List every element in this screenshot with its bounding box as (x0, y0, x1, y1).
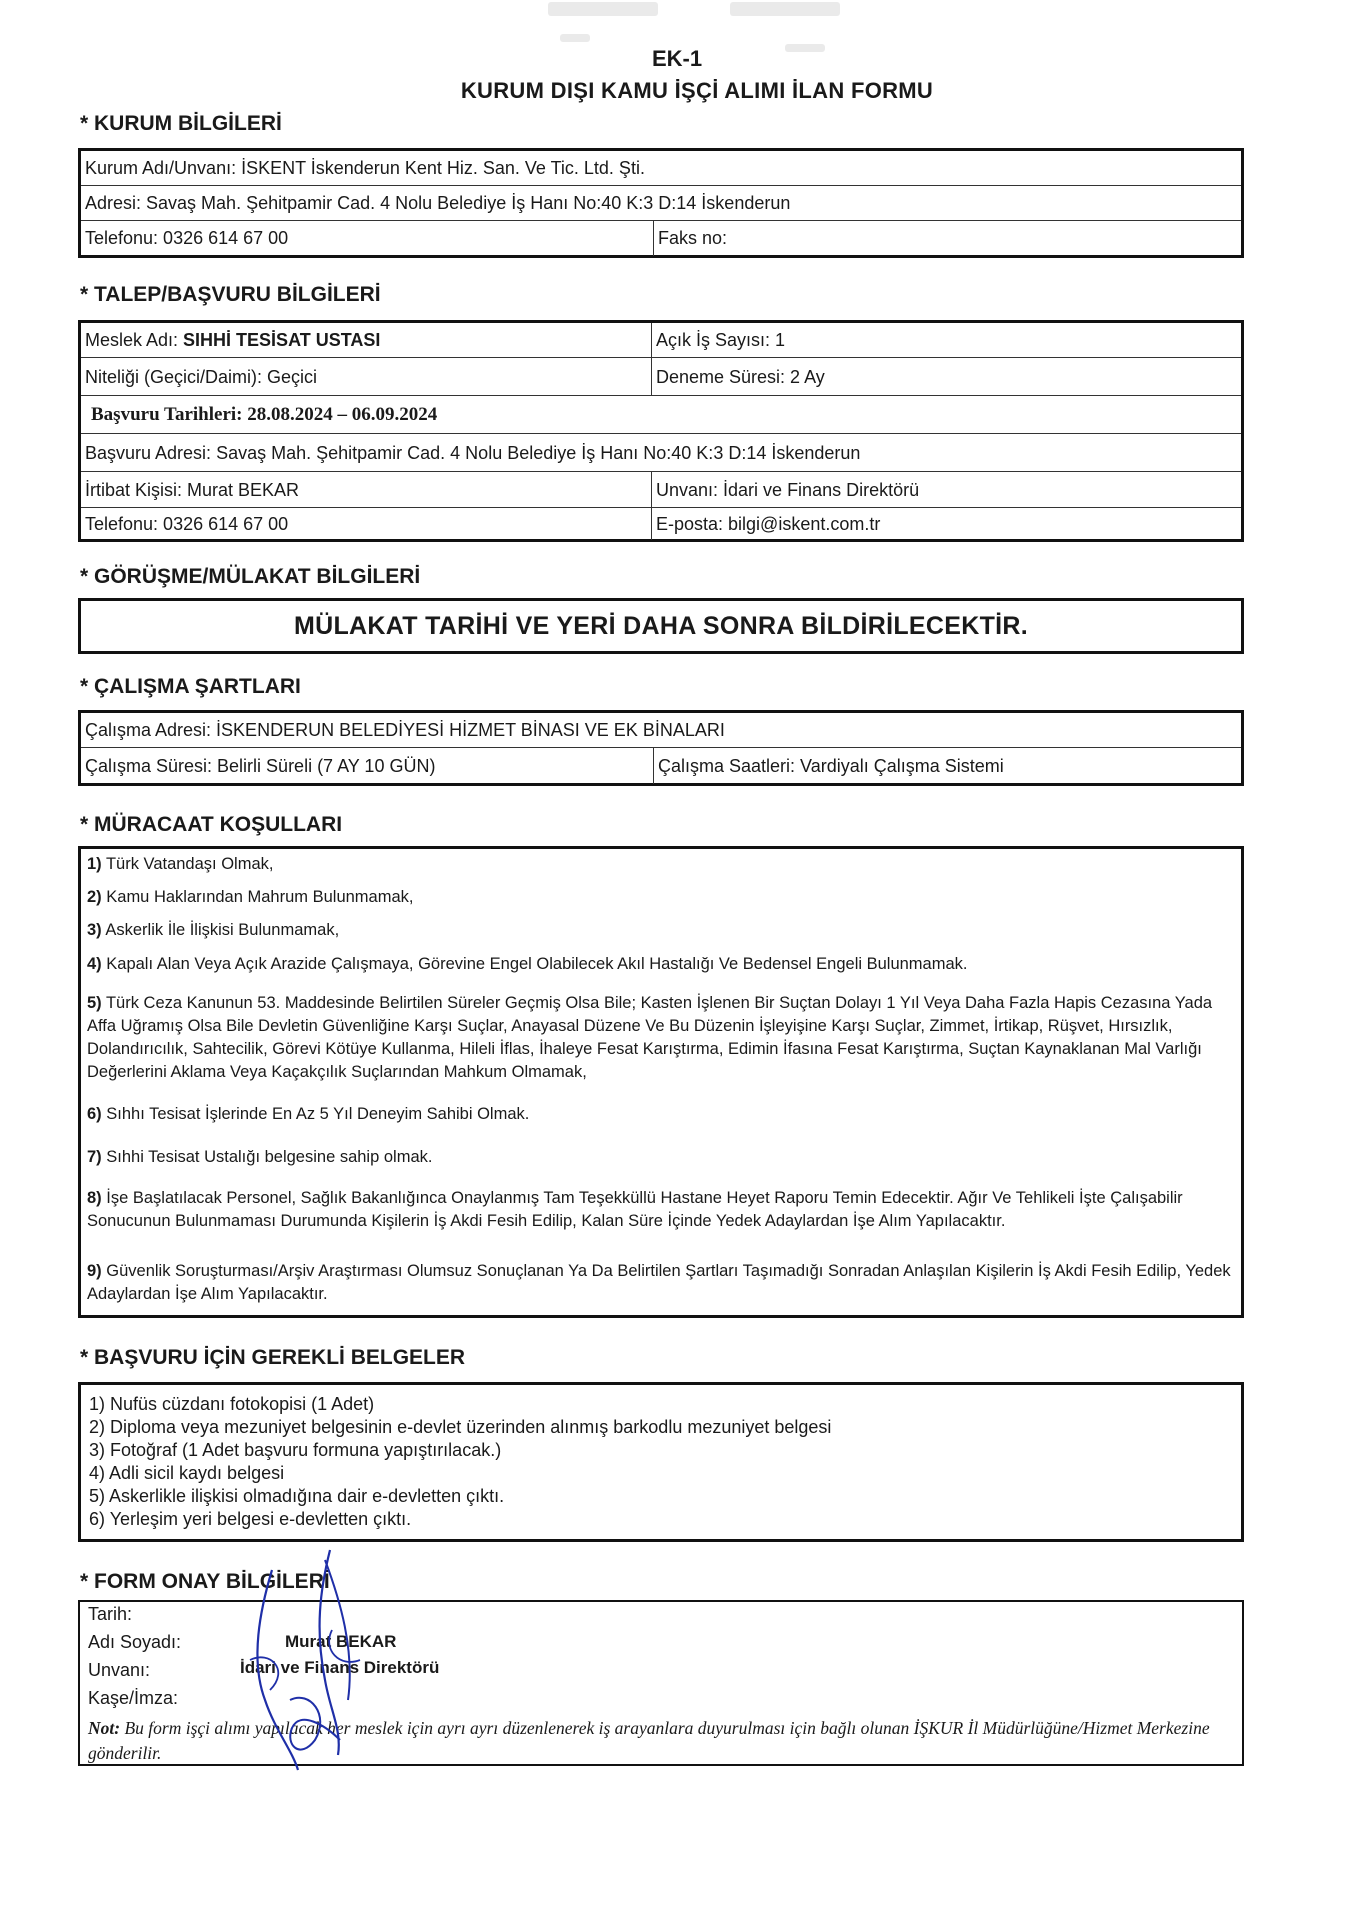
scan-artifact (548, 2, 658, 16)
requirement-number: 7) (87, 1148, 102, 1166)
occupation (81, 323, 651, 357)
requirement-number: 6) (87, 1105, 102, 1123)
section-title-requirements: * MÜRACAAT KOŞULLARI (80, 813, 343, 836)
document-text: Yerleşim yeri belgesi e-devletten çıktı. (105, 1509, 412, 1529)
document-item (89, 1393, 374, 1416)
document-text: Nufüs cüzdanı fotokopisi (1 Adet) (105, 1394, 375, 1414)
documents-box (78, 1382, 1244, 1542)
requirement-number: 5) (87, 994, 102, 1012)
institution-address: Adresi: Savaş Mah. Şehitpamir Cad. 4 Nolu Belediye İş Hanı No:40 K:3 D:14 İskenderun (85, 193, 791, 213)
requirement-text: Kapalı Alan Veya Açık Arazide Çalışmaya, Görevine Engel Olabilecek Akıl Hastalığı Ve Bedensel Engeli Bulunmamak. (101, 955, 968, 973)
requirement-number: 4) (87, 955, 102, 973)
requirement-item (87, 853, 1235, 876)
document-number: 3) (89, 1440, 106, 1460)
requirement-number: 8) (87, 1189, 102, 1207)
requirement-number: 3) (87, 921, 102, 939)
requirement-number: 9) (87, 1262, 102, 1280)
application-box (78, 320, 1244, 542)
requirement-item (87, 1260, 1235, 1306)
approval-title-value: İdari ve Finans Direktörü (240, 1658, 440, 1677)
document-number: 5) (89, 1486, 106, 1506)
document-item (89, 1462, 284, 1485)
working-hours: Çalışma Saatleri: Vardiyalı Çalışma Sistemi (653, 748, 1241, 784)
requirement-item (87, 886, 1235, 909)
scan-artifact (560, 34, 590, 42)
document-item (89, 1485, 504, 1508)
section-title-application: * TALEP/BAŞVURU BİLGİLERİ (80, 283, 381, 306)
requirement-text: İşe Başlatılacak Personel, Sağlık Bakanlığınca Onaylanmış Tam Teşekküllü Hastane Heyet Raporu Temin Edecektir. Ağır Ve Tehlikeli İşte Çalışabilir Sonucunun Bulunmaması Durumunda Kişilerin İş Akdi Fesih Edilip, Kalan Süre İçinde Yedek Adaylardan İşe Alım Yapılacaktır. (87, 1189, 1183, 1230)
institution-phone: Telefonu: 0326 614 67 00 (85, 228, 289, 248)
section-title-documents: * BAŞVURU İÇİN GEREKLİ BELGELER (80, 1346, 466, 1369)
requirement-text: Kamu Haklarından Mahrum Bulunmamak, (101, 888, 414, 906)
institution-box (78, 148, 1244, 258)
document-number: 1) (89, 1394, 106, 1414)
working-address: Çalışma Adresi: İSKENDERUN BELEDİYESİ HİZMET BİNASI VE EK BİNALARI (85, 719, 725, 740)
requirement-text: Güvenlik Soruşturması/Arşiv Araştırması Olumsuz Sonuçlanan Ya Da Belirtilen Şartları Taşımadığı Sonradan Anlaşılan Kişilerin İş Akdi Fesih Edilip, Yedek Adaylardan İşe Alım Yapılacaktır. (87, 1262, 1231, 1303)
approval-title-label: Unvanı: (88, 1660, 151, 1680)
section-title-institution: * KURUM BİLGİLERİ (80, 112, 282, 135)
requirement-number: 1) (87, 855, 102, 873)
occupation-value: SIHHİ TESİSAT USTASI (183, 329, 381, 350)
requirement-item (87, 1146, 1235, 1169)
contact-phone: Telefonu: 0326 614 67 00 (85, 513, 289, 534)
working-conditions-box (78, 710, 1244, 786)
requirement-text: Türk Vatandaşı Olmak, (101, 855, 274, 873)
approval-name-value: Murat BEKAR (285, 1632, 397, 1651)
trial-period: Deneme Süresi: 2 Ay (651, 358, 1241, 396)
requirement-text: Sıhhi Tesisat Ustalığı belgesine sahip olmak. (101, 1148, 433, 1166)
document-text: Fotoğraf (1 Adet başvuru formuna yapıştırılacak.) (105, 1440, 502, 1460)
institution-fax: Faks no: (653, 221, 1241, 256)
application-dates: Başvuru Tarihleri: 28.08.2024 – 06.09.2024 (91, 404, 438, 425)
section-title-working-conditions: * ÇALIŞMA ŞARTLARI (80, 675, 301, 698)
approval-name-label: Adı Soyadı: (88, 1632, 182, 1652)
institution-name: Kurum Adı/Unvanı: İSKENT İskenderun Kent Hiz. San. Ve Tic. Ltd. Şti. (85, 157, 645, 178)
requirement-item (87, 1187, 1235, 1233)
position-nature: Niteliği (Geçici/Daimi): Geçici (85, 366, 318, 387)
document-number: 2) (89, 1417, 106, 1437)
interview-text: MÜLAKAT TARİHİ VE YERİ DAHA SONRA BİLDİRİLECEKTİR. (294, 611, 1028, 640)
document-number: 4) (89, 1463, 106, 1483)
contact-person: İrtibat Kişisi: Murat BEKAR (85, 479, 300, 500)
requirement-text: Türk Ceza Kanunun 53. Maddesinde Belirtilen Süreler Geçmiş Olsa Bile; Kasten İşlenen Bir Suçtan Dolayı 1 Yıl Veya Daha Fazla Hapis Cezasına Yada Affa Uğramış Olsa Bile Devletin Güvenliğine Karşı Suçlar, Anayasal Düzene Ve Bu Düzenin İşleyişine Karşı Suçlar, Zimmet, İrtikap, Rüşvet, Hırsızlık, Dolandırıcılık, Sahtecilik, Görevi Kötüye Kullanma, Hileli İflas, İhaleye Fesat Karıştırma, Edimin İfasına Fesat Karıştırma, Suçtan Kaynaklanan Mal Varlığı Değerlerini Aklama Veya Kaçakçılık Suçlarından Mahkum Olmamak, (87, 994, 1213, 1081)
requirements-box (78, 846, 1244, 1318)
requirement-item (87, 919, 1235, 942)
requirement-item (87, 953, 1235, 976)
form-title: KURUM DIŞI KAMU İŞÇİ ALIMI İLAN FORMU (460, 78, 934, 103)
application-address: Başvuru Adresi: Savaş Mah. Şehitpamir Cad. 4 Nolu Belediye İş Hanı No:40 K:3 D:14 İskenderun (85, 442, 861, 463)
section-title-approval: * FORM ONAY BİLGİLERİ (80, 1570, 330, 1593)
signature-drawing (230, 1540, 390, 1780)
requirement-item (87, 992, 1235, 1084)
requirement-number: 2) (87, 888, 102, 906)
document-item (89, 1439, 501, 1462)
document-text: Askerlikle ilişkisi olmadığına dair e-devletten çıktı. (105, 1486, 505, 1506)
working-duration: Çalışma Süresi: Belirli Süreli (7 AY 10 GÜN) (85, 755, 436, 776)
interview-box (78, 598, 1244, 654)
requirement-text: Sıhhı Tesisat İşlerinde En Az 5 Yıl Deneyim Sahibi Olmak. (101, 1105, 530, 1123)
open-positions: Açık İş Sayısı: 1 (651, 323, 1241, 357)
scan-artifact (730, 2, 840, 16)
contact-email: E-posta: bilgi@iskent.com.tr (651, 508, 1241, 540)
section-title-interview: * GÖRÜŞME/MÜLAKAT BİLGİLERİ (80, 565, 421, 588)
requirement-text: Askerlik İle İlişkisi Bulunmamak, (101, 921, 340, 939)
occupation-label: Meslek Adı: (85, 329, 184, 350)
approval-note-label: Not: (88, 1718, 121, 1738)
document-text: Diploma veya mezuniyet belgesinin e-devlet üzerinden alınmış barkodlu mezuniyet belgesi (105, 1417, 832, 1437)
document-item (89, 1508, 411, 1531)
requirement-item (87, 1103, 1235, 1126)
approval-note-text: Bu form işçi alımı yapılacak her meslek için ayrı ayrı düzenlenerek iş arayanlara duyurulması için bağlı olunan İŞKUR İl Müdürlüğüne/Hizmet Merkezine gönderilir. (88, 1718, 1210, 1763)
document-text: Adli sicil kaydı belgesi (105, 1463, 285, 1483)
approval-date-label: Tarih: (88, 1604, 133, 1624)
contact-title: Unvanı: İdari ve Finans Direktörü (651, 472, 1241, 508)
document-number: 6) (89, 1509, 106, 1529)
approval-stamp-label: Kaşe/İmza: (88, 1688, 179, 1708)
document-item (89, 1416, 831, 1439)
form-code: EK-1 (651, 46, 703, 71)
